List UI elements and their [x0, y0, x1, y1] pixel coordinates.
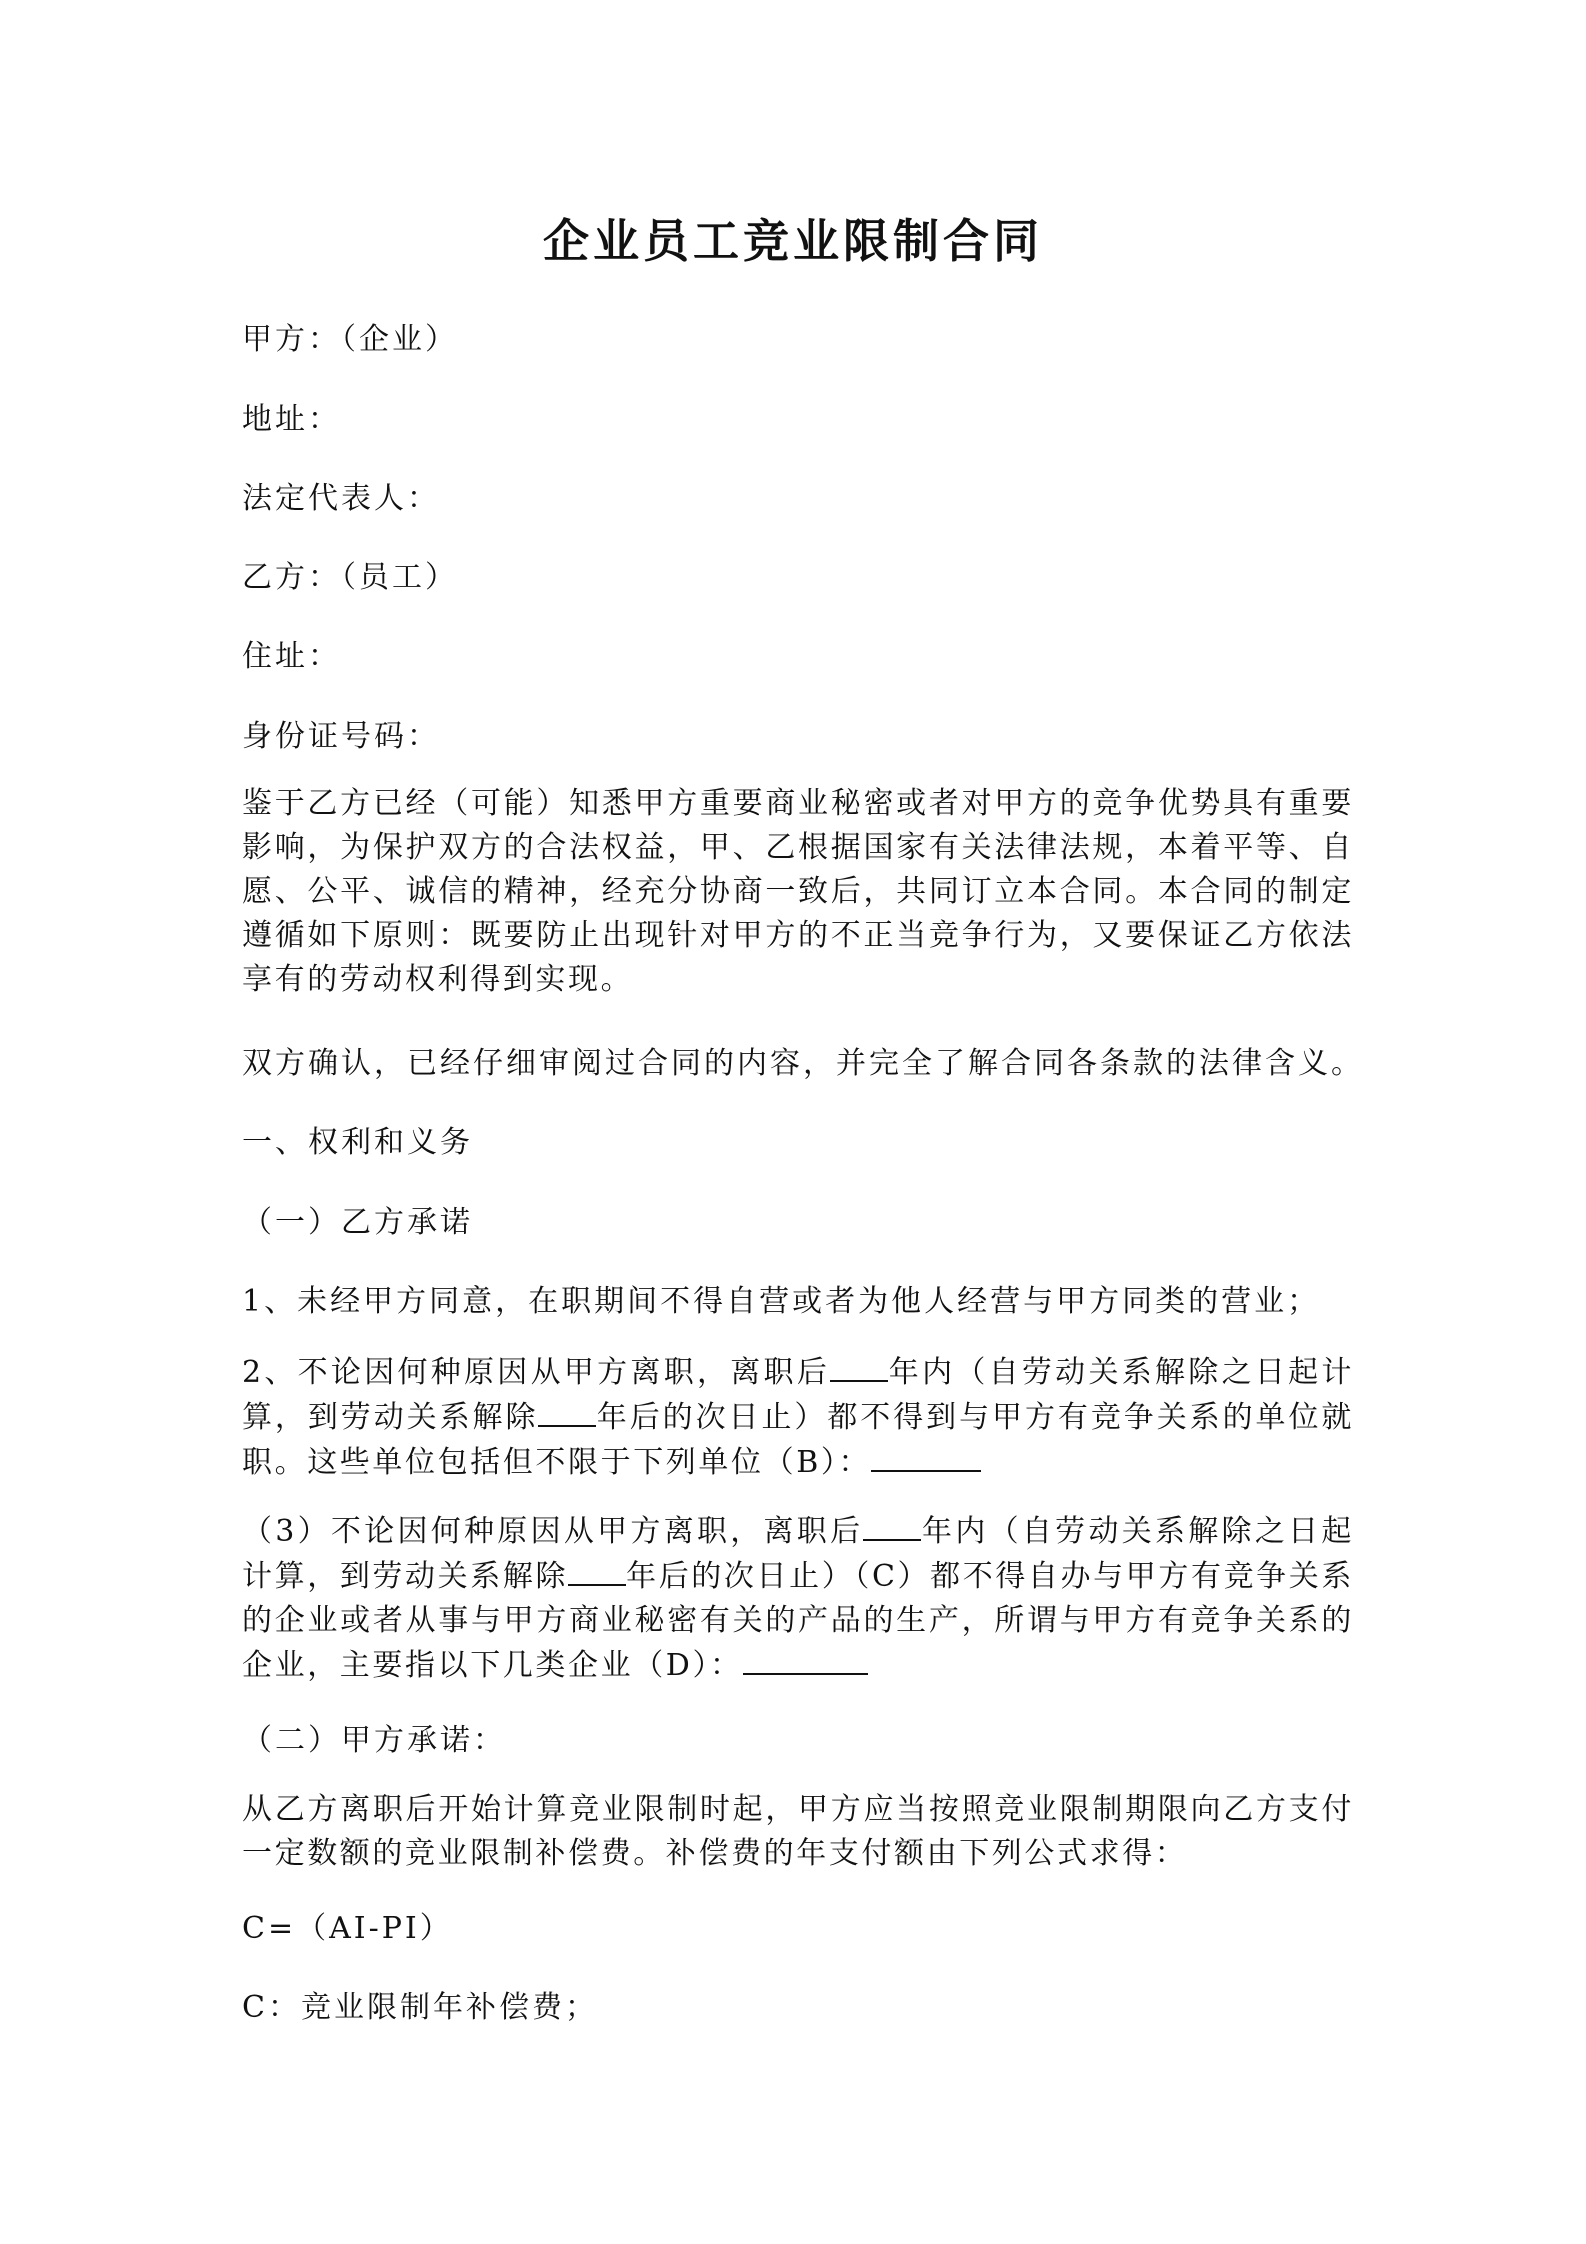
clause-2-text-c: 年后的次日止）都不得到与甲方有竞争关系的单位就职。这些单位包括但不限于下列单位（B）： — [242, 1400, 1354, 1480]
clause-2 — [242, 1350, 1354, 1485]
clause-1: 1、未经甲方同意，在职期间不得自营或者为他人经营与甲方同类的营业； — [242, 1284, 1321, 1319]
compensation-formula: C=（AI-PI） — [242, 1911, 453, 1946]
blank-years-field — [538, 1395, 596, 1427]
blank-units-field — [871, 1440, 981, 1472]
party-a-line: 甲方：（企业） — [242, 322, 458, 357]
clause-3-text-a: （3）不论因何种原因从甲方离职，离职后 — [242, 1514, 864, 1549]
section-heading-rights: 一、权利和义务 — [242, 1125, 473, 1160]
clause-2-text-a: 2、不论因何种原因从甲方离职，离职后 — [242, 1355, 831, 1390]
subsection-heading-party-a: （二）甲方承诺： — [242, 1723, 506, 1758]
clause-2-text-b: 年内（自劳动关系解除之日起计算，到劳动关系解除 — [242, 1355, 1355, 1435]
document-title: 企业员工竞业限制合同 — [543, 214, 1043, 268]
blank-years-field — [863, 1509, 921, 1541]
compensation-paragraph: 从乙方离职后开始计算竞业限制时起，甲方应当按照竞业限制期限向乙方支付一定数额的竞业限制补偿费。补偿费的年支付额由下列公式求得： — [242, 1792, 1354, 1871]
id-number-line: 身份证号码： — [242, 719, 440, 754]
blank-years-field — [568, 1554, 626, 1586]
preamble-paragraph: 鉴于乙方已经（可能）知悉甲方重要商业秘密或者对甲方的竞争优势具有重要影响，为保护双方的合法权益，甲、乙根据国家有关法律法规，本着平等、自愿、公平、诚信的精神，经充分协商一致后，共同订立本合同。本合同的制定遵循如下原则：既要防止出现针对甲方的不正当竞争行为，又要保证乙方依法享有的劳动权利得到实现。 — [242, 786, 1354, 997]
clause-3-text-c: 年后的次日止）（C）都不得自办与甲方有竞争关系的企业或者从事与甲方商业秘密有关的产品的生产，所谓与甲方有竞争关系的企业，主要指以下几类企业（D）： — [242, 1559, 1354, 1683]
blank-enterprises-field — [743, 1643, 868, 1675]
legal-representative-line: 法定代表人： — [242, 481, 440, 516]
clause-3 — [242, 1509, 1354, 1688]
address-line: 地址： — [242, 402, 341, 437]
party-b-line: 乙方：（员工） — [242, 560, 458, 595]
residence-line: 住址： — [242, 639, 341, 674]
clause-3-text-b: 年内（自劳动关系解除之日起计算，到劳动关系解除 — [242, 1514, 1354, 1594]
formula-definition-c: C：竞业限制年补偿费； — [242, 1990, 598, 2025]
blank-years-field — [830, 1350, 888, 1382]
confirmation-line: 双方确认，已经仔细审阅过合同的内容，并完全了解合同各条款的法律含义。 — [242, 1046, 1364, 1081]
subsection-heading-party-b: （一）乙方承诺 — [242, 1205, 473, 1240]
